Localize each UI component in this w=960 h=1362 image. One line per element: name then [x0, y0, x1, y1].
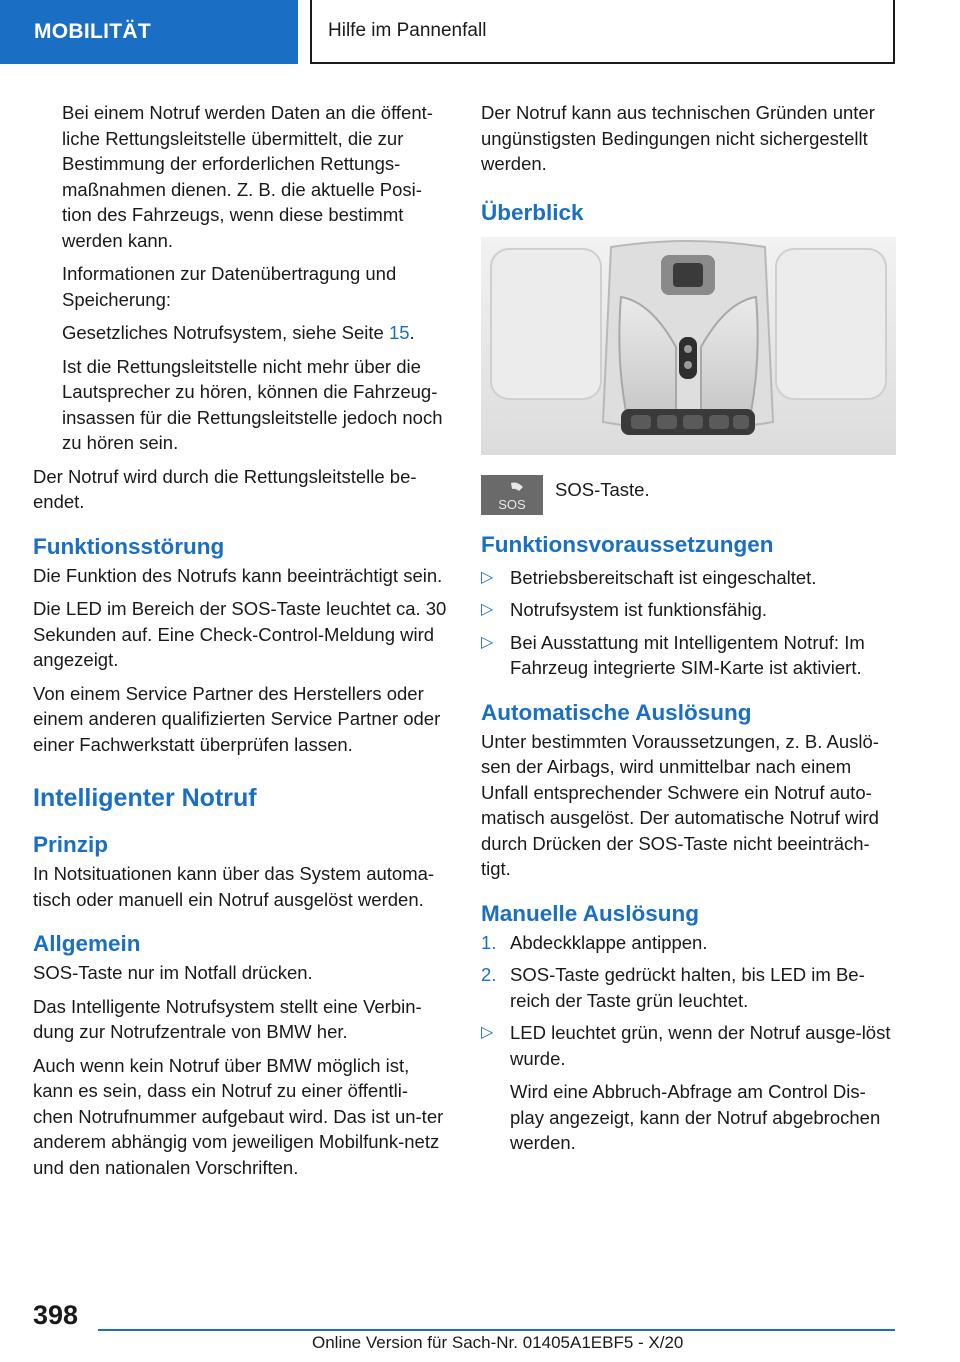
- heading-prinzip: Prinzip: [33, 832, 109, 857]
- triangle-marker-icon: ▷: [481, 568, 494, 586]
- heading-manuelle-ausloesung: Manuelle Auslösung: [481, 900, 699, 926]
- step-text: SOS-Taste gedrückt halten, bis LED im Be-reich der Taste grün leuchtet.: [510, 964, 865, 1011]
- ref-end: .: [409, 322, 415, 343]
- paragraph: Wird eine Abbruch-Abfrage am Control Dis-play angezeigt, kann der Notruf abgebrochen werden.: [510, 1081, 881, 1153]
- ref-text: Gesetzliches Notrufsystem, siehe Seite: [62, 322, 389, 343]
- step-number: 1.: [481, 931, 497, 953]
- paragraph: Ist die Rettungsleitstelle nicht mehr über die Lautsprecher zu hören, können die Fahrzeug-insassen für die Rettungsleitstelle jedoch noch zu hören sein.: [62, 355, 443, 453]
- step-number: 2.: [481, 964, 497, 985]
- list-item: [481, 565, 896, 591]
- list-item-text: Bei Ausstattung mit Intelligentem Notruf: Im Fahrzeug integrierte SIM-Karte ist aktiviert.: [510, 631, 865, 678]
- list-item: [481, 630, 896, 681]
- step-item: [481, 962, 896, 1013]
- triangle-marker-icon: ▷: [481, 601, 494, 618]
- chapter-title: Hilfe im Pannenfall: [328, 20, 487, 41]
- roof-console-image: [481, 237, 896, 455]
- left-column: [33, 100, 448, 1188]
- section-title: MOBILITÄT: [34, 20, 152, 43]
- heading-intelligenter-notruf: Intelligenter Notruf: [33, 784, 257, 812]
- list-item: [481, 597, 896, 623]
- footer-rule: [98, 1329, 895, 1331]
- paragraph: Der Notruf wird durch die Rettungsleitstelle be-endet.: [33, 465, 417, 512]
- paragraph: Unter bestimmten Voraussetzungen, z. B. Auslö-sen der Airbags, wird unmittelbar nach einem Unfall entsprechender Schwere ein Notruf auto-matisch ausgelöst. Der automatische Notruf wird durch Drücken der SOS-Taste nicht beeinträch-tigt.: [481, 730, 879, 879]
- paragraph: Die LED im Bereich der SOS-Taste leuchtet ca. 30 Sekunden auf. Eine Check-Control-Meldung wird angezeigt.: [33, 598, 447, 670]
- list-item-text: Notrufsystem ist funktionsfähig.: [510, 599, 768, 620]
- section-tab: [0, 0, 298, 64]
- step-item: [481, 930, 896, 956]
- right-column: [481, 100, 896, 1164]
- paragraph: In Notsituationen kann über das System automa-tisch oder manuell ein Notruf ausgelöst werden.: [33, 863, 435, 910]
- step-text: Abdeckklappe antippen.: [510, 931, 708, 953]
- heading-ueberblick: Überblick: [481, 199, 584, 225]
- heading-allgemein: Allgemein: [33, 931, 141, 956]
- paragraph: Von einem Service Partner des Herstellers oder einem anderen qualifizierten Service Partner oder einer Fachwerkstatt überprüfen lassen.: [33, 682, 441, 755]
- paragraph: Das Intelligente Notrufsystem stellt eine Verbin-dung zur Notrufzentrale von BMW her.: [33, 995, 422, 1042]
- paragraph: Bei einem Notruf werden Daten an die öffent-liche Rettungsleitstelle übermittelt, die zur Bestimmung der erforderlichen Rettungs-maßnahmen dienen. Z. B. die aktuelle Posi-tion des Fahrzeugs, wenn diese bestimmt werden kann.: [62, 102, 433, 251]
- heading-automatische-ausloesung: Automatische Auslösung: [481, 699, 752, 725]
- paragraph: Der Notruf kann aus technischen Gründen unter ungünstigsten Bedingungen nicht sichergestellt werden.: [481, 102, 875, 174]
- result-text: LED leuchtet grün, wenn der Notruf ausge-löst wurde.: [510, 1022, 891, 1069]
- footer-text: Online Version für Sach-Nr. 01405A1EBF5 - X/20: [312, 1333, 684, 1352]
- list-item-text: Betriebsbereitschaft ist eingeschaltet.: [510, 566, 817, 588]
- paragraph: SOS-Taste nur im Notfall drücken.: [33, 962, 313, 983]
- paragraph: Informationen zur Datenübertragung und Speicherung:: [62, 263, 397, 310]
- sos-button-icon: [481, 475, 543, 515]
- heading-funktionsstoerung: Funktionsstörung: [33, 533, 225, 559]
- legend-item: [481, 475, 896, 515]
- sos-icon-label: SOS: [498, 496, 526, 512]
- legend-text: SOS-Taste.: [555, 478, 650, 500]
- page-header: [0, 0, 960, 66]
- chapter-tab: [310, 0, 895, 64]
- paragraph: [33, 320, 448, 346]
- heading-funktionsvoraussetzungen: Funktionsvoraussetzungen: [481, 531, 774, 557]
- triangle-marker-icon: ▷: [481, 1024, 494, 1041]
- paragraph: Die Funktion des Notrufs kann beeinträchtigt sein.: [33, 564, 443, 586]
- page-number: 398: [33, 1300, 79, 1330]
- paragraph: Auch wenn kein Notruf über BMW möglich ist, kann es sein, dass ein Notruf zu einer öffentli-chen Notrufnummer aufgebaut wird. Das ist un-ter anderem abhängig vom jeweiligen Mobilfunk-netz und den nationalen Vorschriften.: [33, 1054, 444, 1178]
- requirements-list: [481, 565, 896, 681]
- result-item: [481, 1020, 896, 1071]
- page-link[interactable]: 15: [388, 322, 410, 343]
- steps-list: [481, 930, 896, 1072]
- triangle-marker-icon: ▷: [481, 633, 494, 651]
